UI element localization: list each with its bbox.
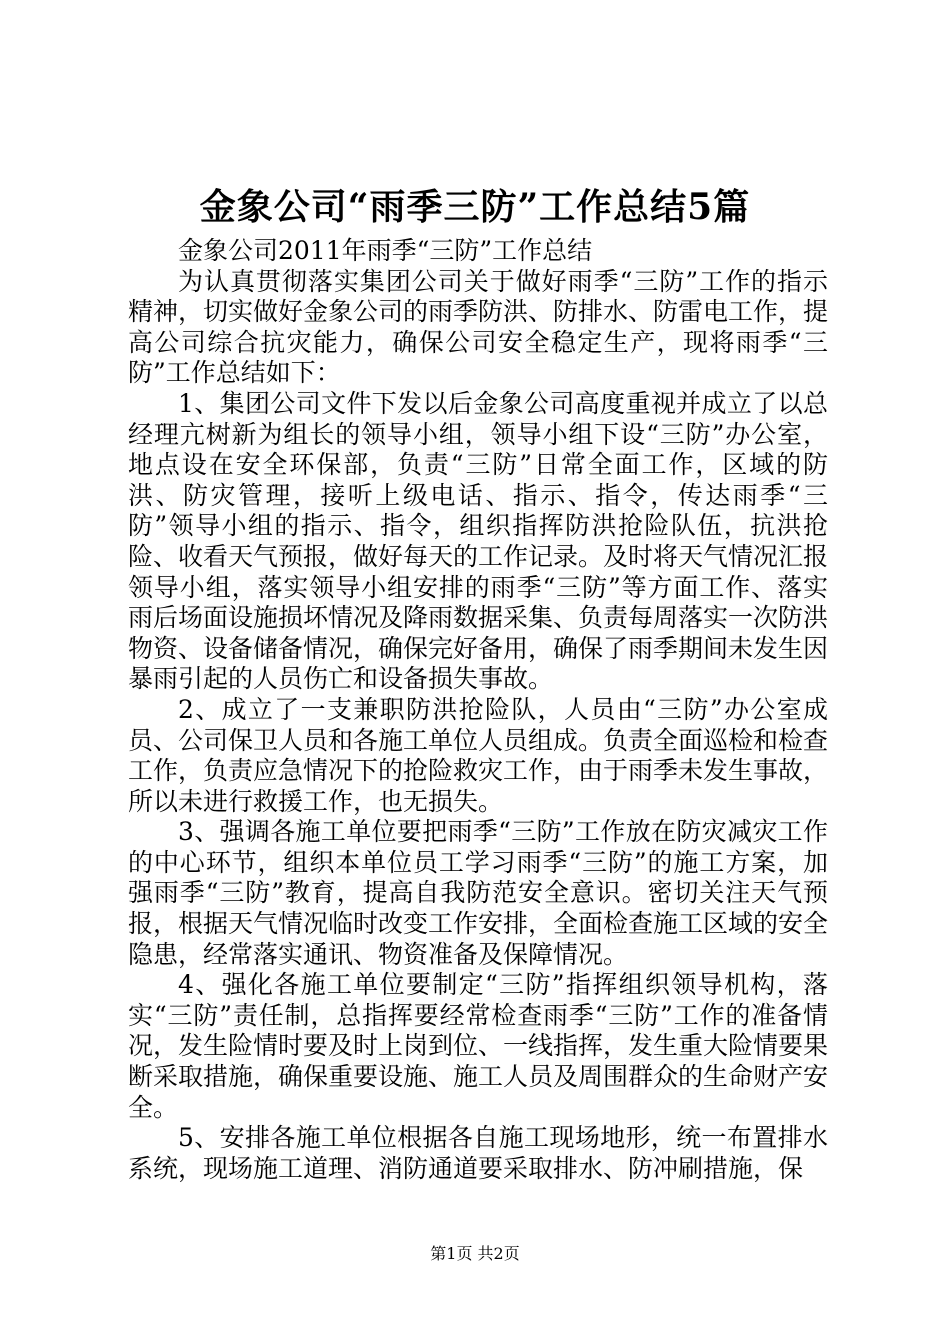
page-number-footer: 第1页 共2页 [430, 1244, 520, 1263]
document-title: 金象公司“雨季三防”工作总结5篇 [199, 186, 751, 228]
item-paragraph-2: 2、成立了一支兼职防洪抢险队，人员由“三防”办公室成员、公司保卫人员和各施工单位人员组成。负责全面巡检和检查工作，负责应急情况下的抢险救灾工作，由于雨季未发生事故，所以未进行救援工作，也无损失。 [128, 694, 829, 816]
subtitle-paragraph: 金象公司2011年雨季“三防”工作总结 [178, 236, 593, 265]
item-paragraph-5: 5、安排各施工单位根据各自施工现场地形，统一布置排水系统，现场施工道理、消防通道要采取排水、防冲刷措施，保 [128, 1123, 828, 1183]
item-paragraph-4: 4、强化各施工单位要制定“三防”指挥组织领导机构，落实“三防”责任制，总指挥要经常检查雨季“三防”工作的准备情况，发生险情时要及时上岗到位、一线指挥，发生重大险情要果断采取措施，确保重要设施、施工人员及周围群众的生命财产安全。 [128, 970, 829, 1122]
item-paragraph-1: 1、集团公司文件下发以后金象公司高度重视并成立了以总经理亢树新为组长的领导小组，领导小组下设“三防”办公室，地点设在安全环保部，负责“三防”日常全面工作，区域的防洪、防灾管理，接听上级电话、指示、指令，传达雨季“三防”领导小组的指示、指令，组织指挥防洪抢险队伍，抗洪抢险、收看天气预报，做好每天的工作记录。及时将天气情况汇报领导小组，落实领导小组安排的雨季“三防”等方面工作、落实雨后场面设施损坏情况及降雨数据采集、负责每周落实一次防洪物资、设备储备情况，确保完好备用，确保了雨季期间未发生因暴雨引起的人员伤亡和设备损失事故。 [128, 388, 829, 694]
intro-paragraph: 为认真贯彻落实集团公司关于做好雨季“三防”工作的指示精神，切实做好金象公司的雨季防洪、防排水、防雷电工作，提高公司综合抗灾能力，确保公司安全稳定生产，现将雨季“三防”工作总结如下： [128, 266, 829, 388]
document-body [128, 236, 828, 1184]
item-paragraph-3: 3、强调各施工单位要把雨季“三防”工作放在防灾减灾工作的中心环节，组织本单位员工学习雨季“三防”的施工方案，加强雨季“三防”教育，提高自我防范安全意识。密切关注天气预报，根据天气情况临时改变工作安排，全面检查施工区域的安全隐患，经常落实通讯、物资准备及保障情况。 [128, 817, 829, 969]
